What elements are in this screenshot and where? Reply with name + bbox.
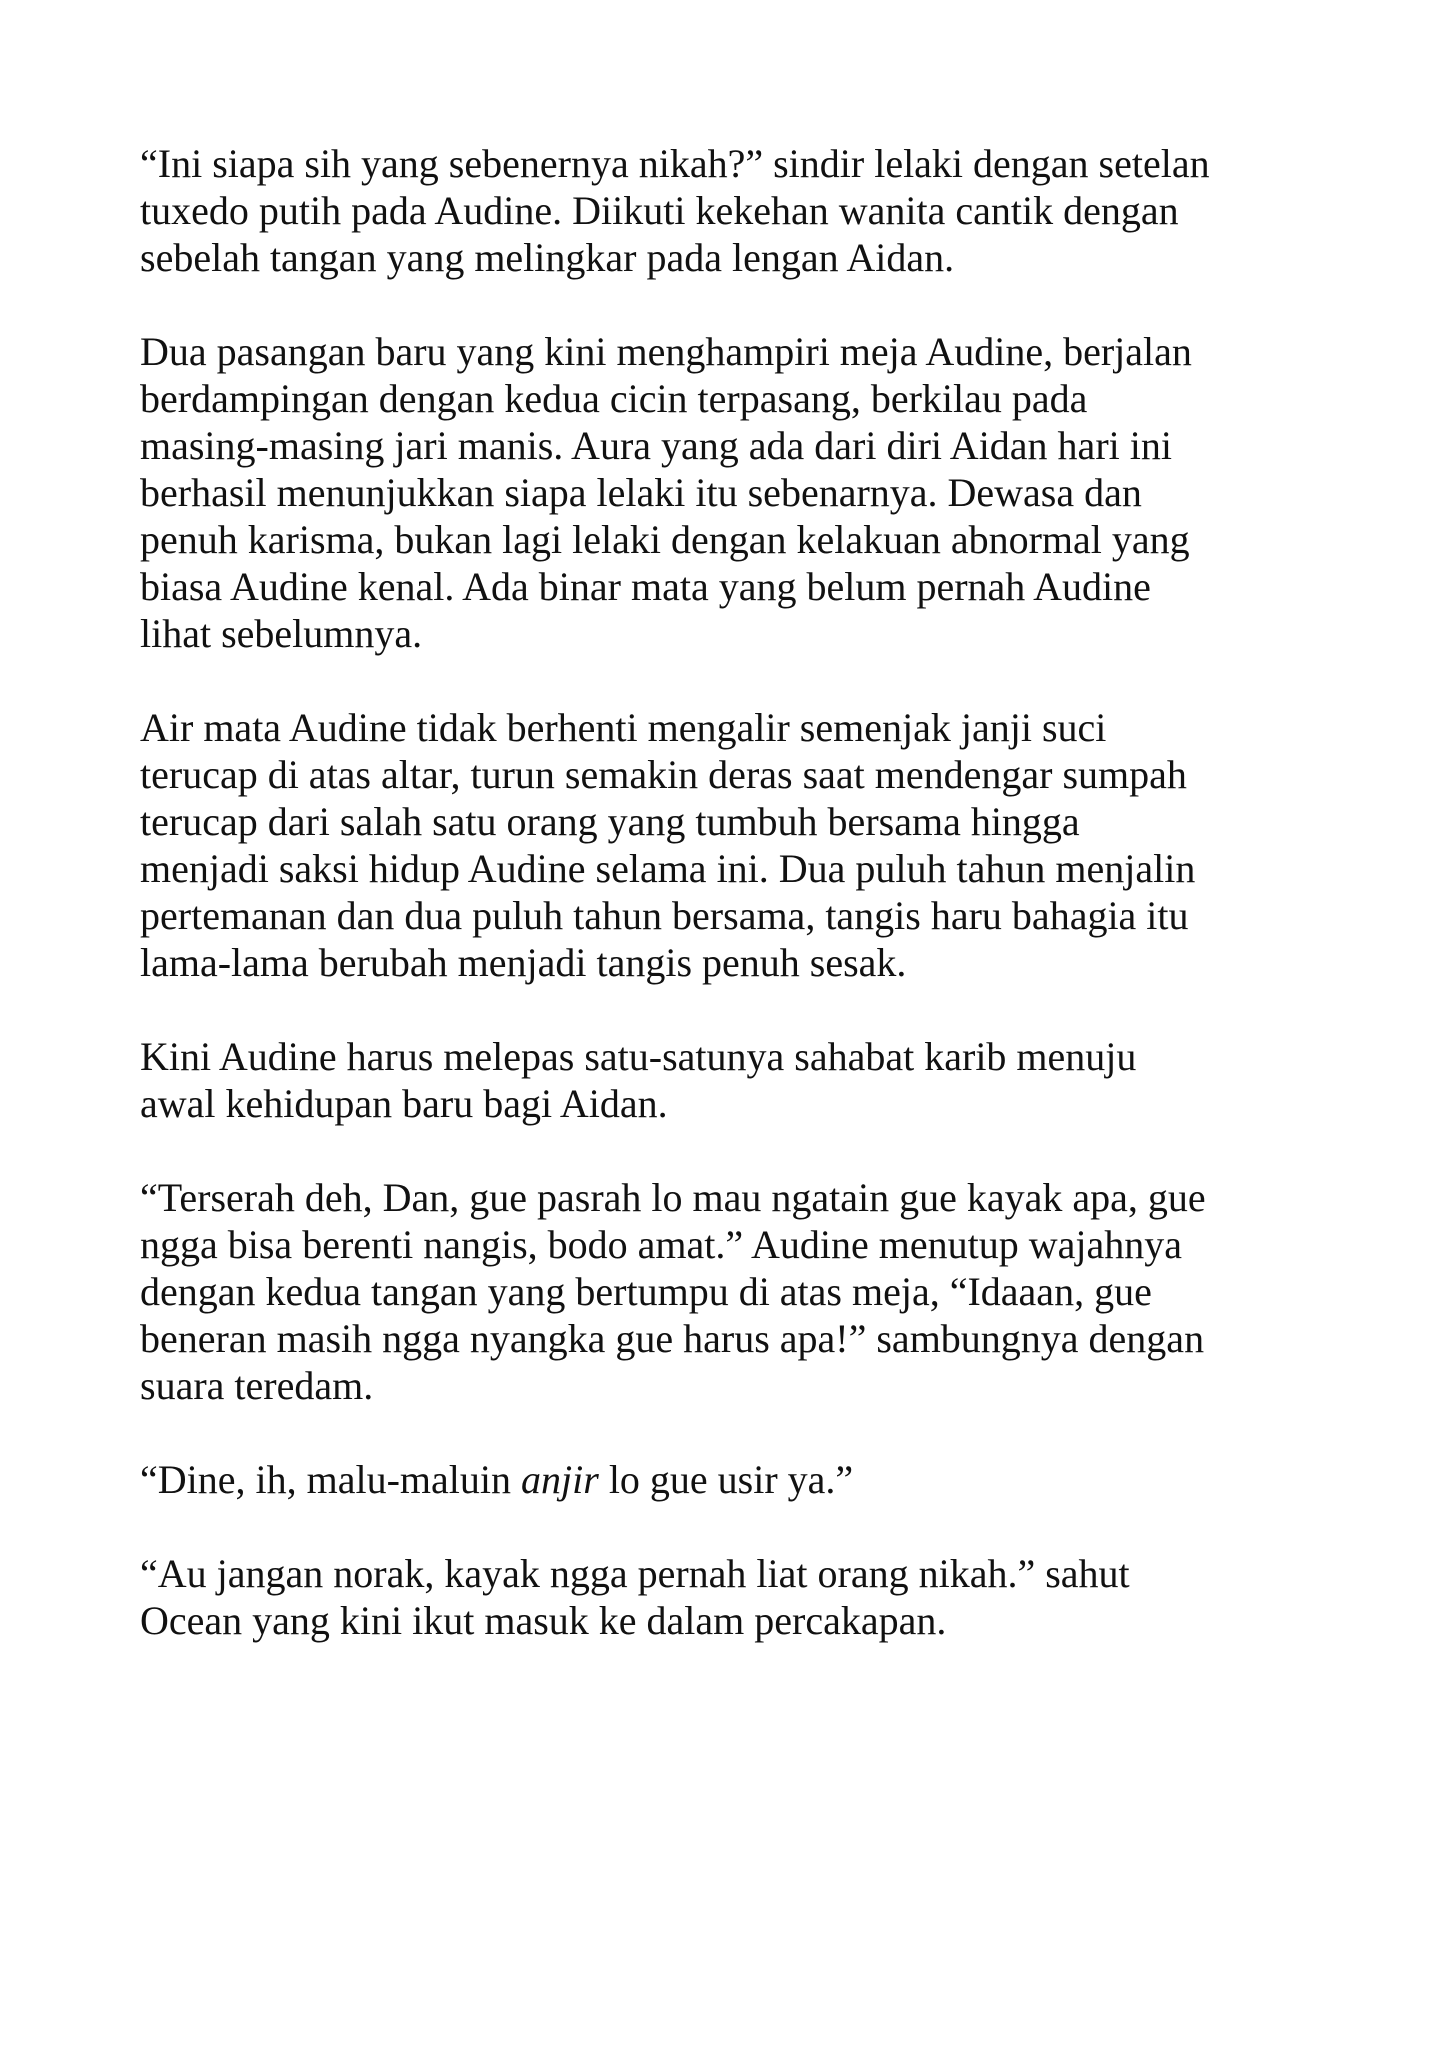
paragraph xyxy=(140,328,1330,657)
text-line: lama-lama berubah menjadi tangis penuh sesak. xyxy=(140,940,907,985)
text-line: “Terserah deh, Dan, gue pasrah lo mau ngatain gue kayak apa, gue xyxy=(140,1175,1206,1220)
text-line: pertemanan dan dua puluh tahun bersama, tangis haru bahagia itu xyxy=(140,893,1189,938)
document-page xyxy=(140,140,1330,1691)
text-line: “Au jangan norak, kayak ngga pernah liat orang nikah.” sahut xyxy=(140,1551,1130,1596)
text-line xyxy=(140,1456,1330,1503)
text-line: penuh karisma, bukan lagi lelaki dengan kelakuan abnormal yang xyxy=(140,517,1190,562)
text-line: Kini Audine harus melepas satu-satunya sahabat karib menuju xyxy=(140,1034,1137,1079)
text-line: Dua pasangan baru yang kini menghampiri meja Audine, berjalan xyxy=(140,329,1192,374)
text-line: awal kehidupan baru bagi Aidan. xyxy=(140,1081,668,1126)
text-line: Air mata Audine tidak berhenti mengalir semenjak janji suci xyxy=(140,705,1107,750)
text-run: “Dine, ih, malu-maluin xyxy=(140,1457,522,1502)
paragraph xyxy=(140,704,1330,986)
text-line: biasa Audine kenal. Ada binar mata yang belum pernah Audine xyxy=(140,564,1151,609)
text-line: ngga bisa berenti nangis, bodo amat.” Audine menutup wajahnya xyxy=(140,1222,1182,1267)
text-line: dengan kedua tangan yang bertumpu di atas meja, “Idaaan, gue xyxy=(140,1269,1152,1314)
paragraph xyxy=(140,1456,1330,1503)
text-line: berdampingan dengan kedua cicin terpasang, berkilau pada xyxy=(140,376,1088,421)
text-line: Ocean yang kini ikut masuk ke dalam percakapan. xyxy=(140,1598,947,1643)
text-line: tuxedo putih pada Audine. Diikuti kekehan wanita cantik dengan xyxy=(140,188,1179,233)
paragraph xyxy=(140,140,1330,281)
text-run: lo gue usir ya.” xyxy=(598,1457,854,1502)
italic-word: anjir xyxy=(521,1457,599,1502)
text-line: masing-masing jari manis. Aura yang ada dari diri Aidan hari ini xyxy=(140,423,1172,468)
paragraph xyxy=(140,1174,1330,1409)
text-line: lihat sebelumnya. xyxy=(140,611,423,656)
paragraph xyxy=(140,1550,1330,1644)
text-line: terucap di atas altar, turun semakin deras saat mendengar sumpah xyxy=(140,752,1187,797)
text-line: suara teredam. xyxy=(140,1363,374,1408)
text-line: terucap dari salah satu orang yang tumbuh bersama hingga xyxy=(140,799,1080,844)
text-line: “Ini siapa sih yang sebenernya nikah?” sindir lelaki dengan setelan xyxy=(140,141,1210,186)
text-line: beneran masih ngga nyangka gue harus apa!” sambungnya dengan xyxy=(140,1316,1205,1361)
text-line: sebelah tangan yang melingkar pada lengan Aidan. xyxy=(140,235,955,280)
text-line: berhasil menunjukkan siapa lelaki itu sebenarnya. Dewasa dan xyxy=(140,470,1142,515)
paragraph xyxy=(140,1033,1330,1127)
text-line: menjadi saksi hidup Audine selama ini. Dua puluh tahun menjalin xyxy=(140,846,1196,891)
